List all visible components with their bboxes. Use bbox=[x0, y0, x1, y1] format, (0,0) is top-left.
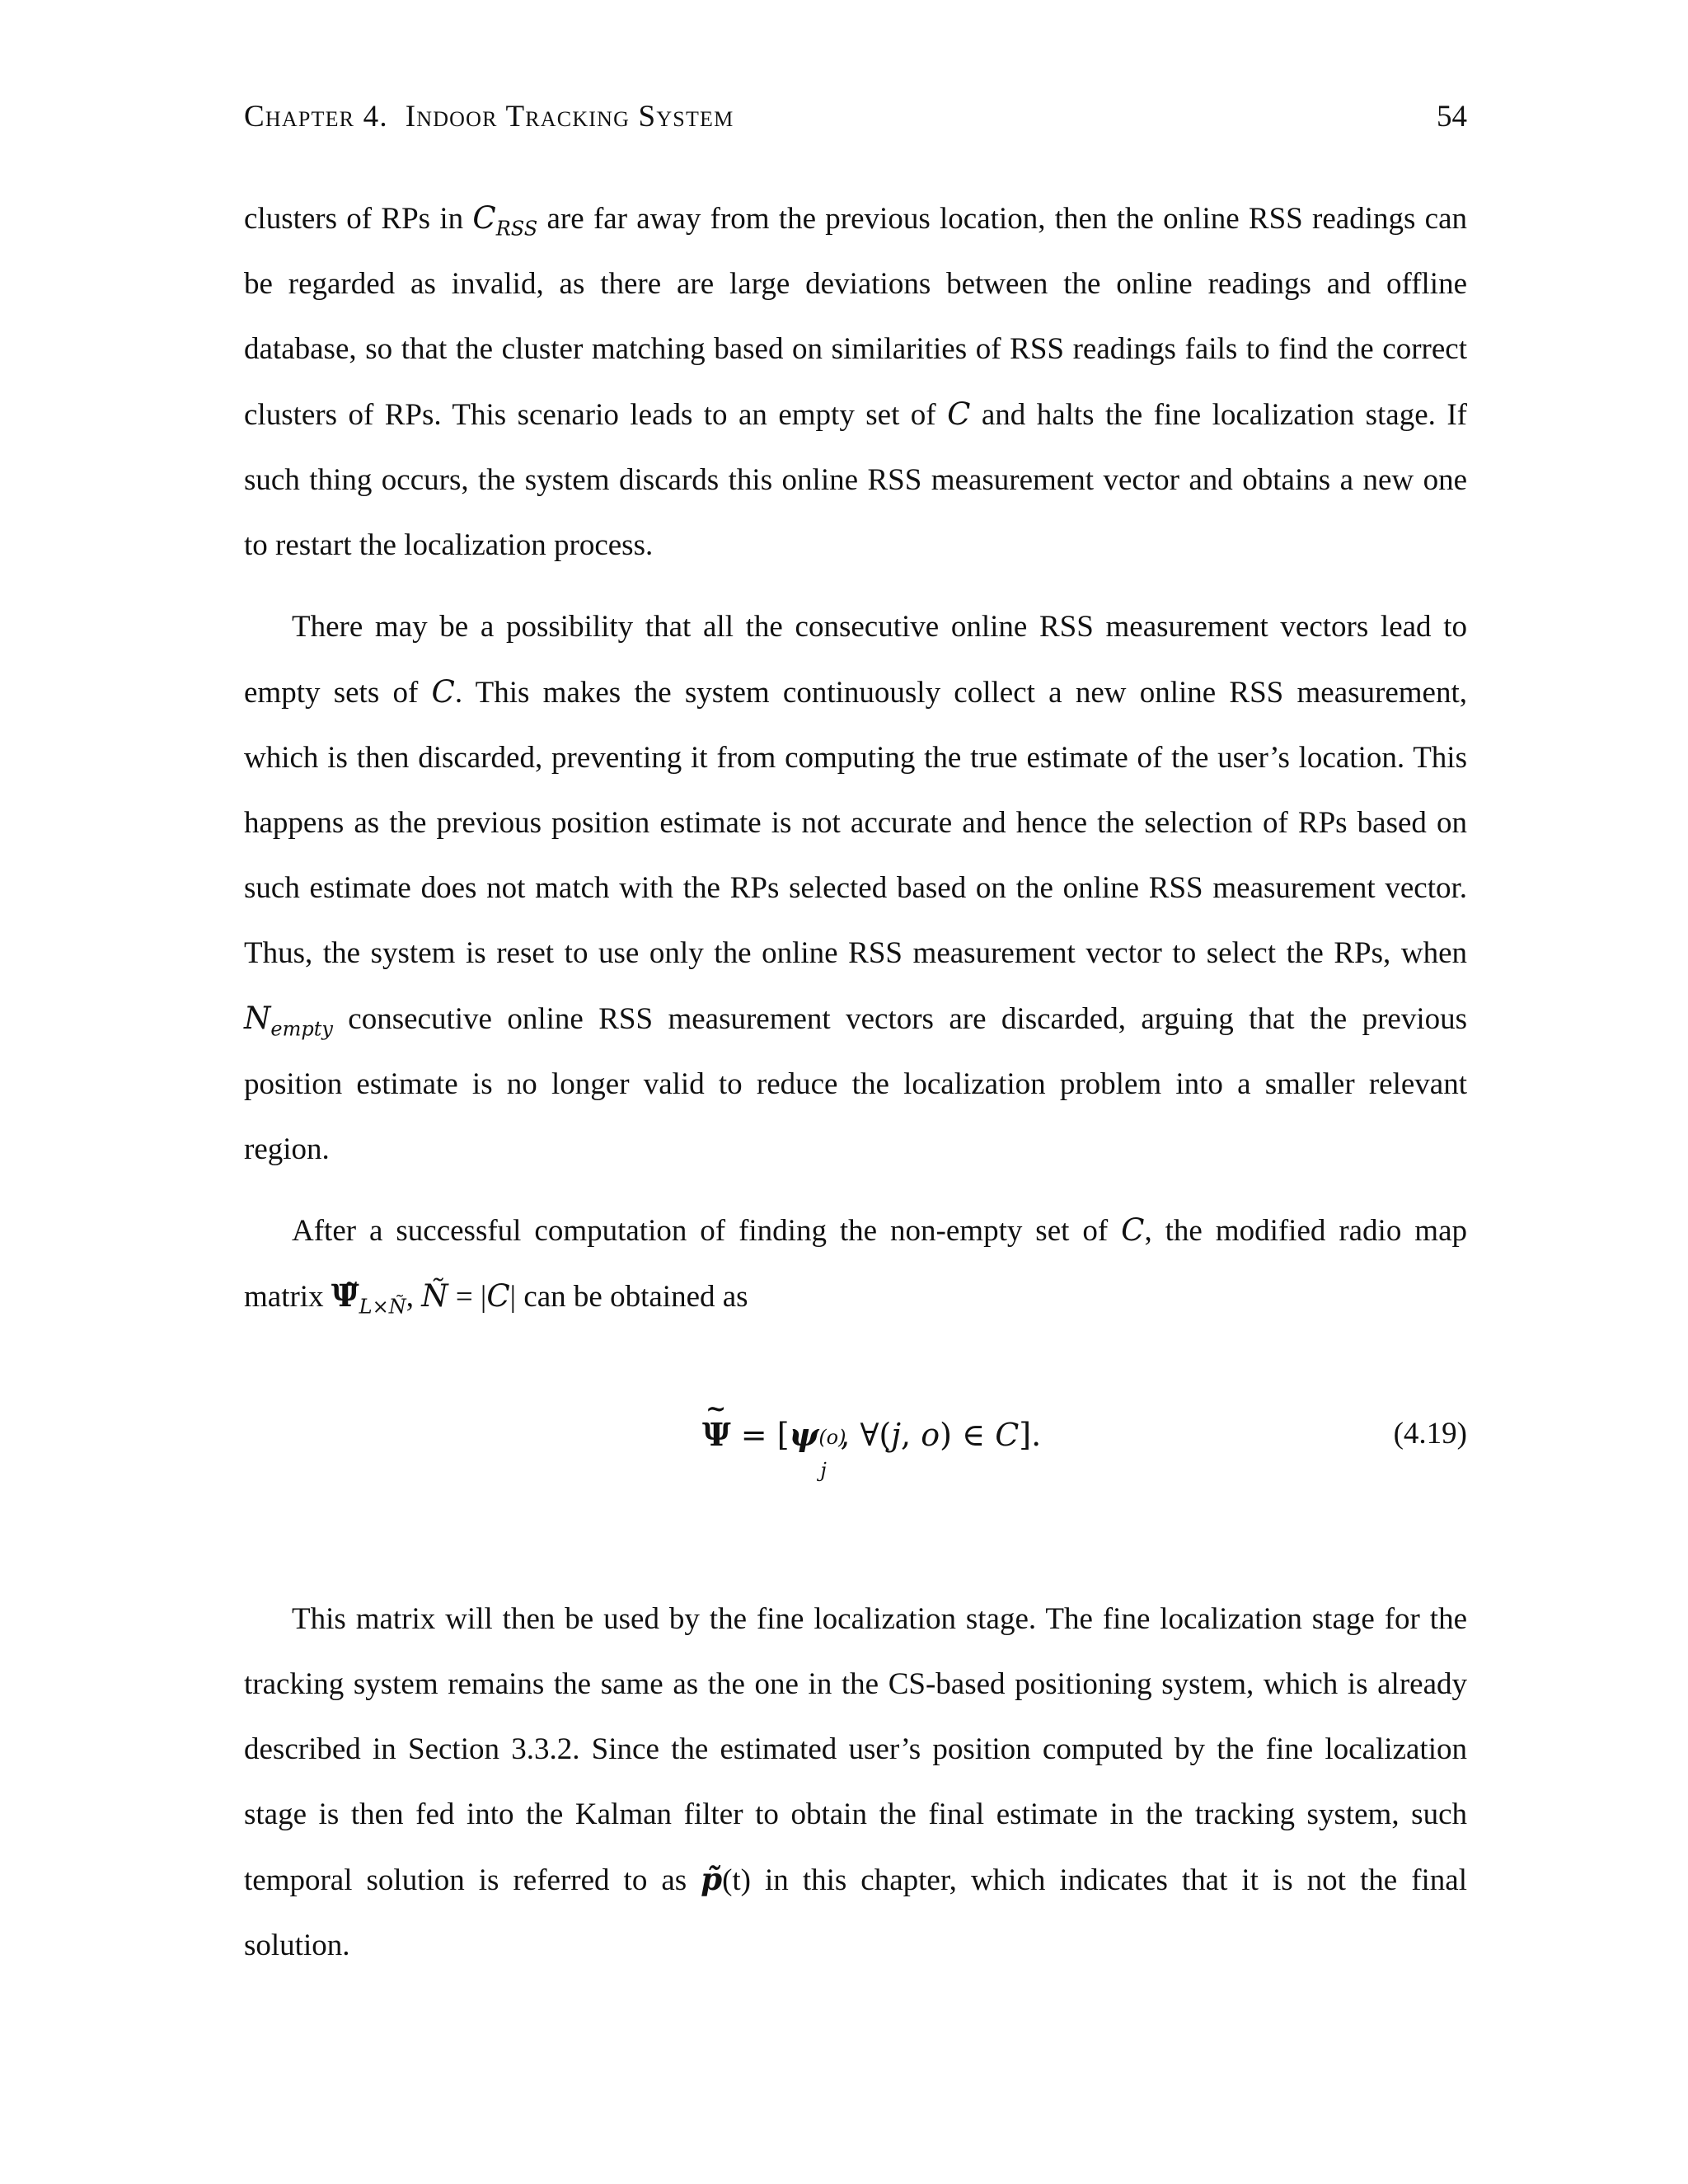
subscript-empty: empty bbox=[270, 1017, 333, 1041]
p2-text-c: consecutive online RSS measurement vectors are discarded, arguing that the previous position estimate is no longer valid to reduce the localization problem into a smaller relevant region. bbox=[244, 1002, 1467, 1166]
chapter-title: Indoor Tracking System bbox=[405, 100, 734, 134]
symbol-n-empty: N bbox=[244, 1001, 271, 1036]
forall-open: , ∀( bbox=[840, 1417, 892, 1453]
symbol-n-tilde: Ñ bbox=[421, 1278, 448, 1314]
p3-text-d: = | bbox=[448, 1280, 487, 1314]
var-j: j bbox=[891, 1417, 902, 1453]
psi-vector: ψ bbox=[789, 1416, 819, 1453]
symbol-c: C bbox=[1121, 1212, 1145, 1248]
document-page bbox=[244, 0, 1467, 2184]
paragraph-3 bbox=[244, 1197, 1467, 1329]
equals-bracket: = [ bbox=[730, 1417, 790, 1453]
p2-text-a: There may be a possibility that all the consecutive online RSS measurement vectors lead to empty sets of bbox=[244, 610, 1467, 710]
p3-text-b: , the modified radio map matrix bbox=[244, 1214, 1467, 1314]
p1-text-a: clusters of RPs in bbox=[244, 202, 473, 236]
p1-text-c: and halts the fine localization stage. If such thing occurs, the system discards this online RSS measurement vector and obtains a new one to restart the localization process. bbox=[244, 398, 1467, 562]
close-bracket: ]. bbox=[1019, 1417, 1042, 1453]
paragraph-1 bbox=[244, 185, 1467, 578]
p3-text-e: | can be obtained as bbox=[509, 1280, 748, 1314]
running-header bbox=[244, 99, 1467, 145]
symbol-p-tilde: p̃ bbox=[701, 1861, 723, 1897]
paragraph-2 bbox=[244, 594, 1467, 1182]
symbol-c: C bbox=[947, 396, 971, 432]
subscript-rss: RSS bbox=[495, 217, 538, 241]
element-of: ) ∈ bbox=[940, 1417, 996, 1453]
symbol-c-rss: C bbox=[472, 200, 496, 236]
tilde-accent: ~ bbox=[706, 1394, 727, 1423]
p3-text-a: After a successful computation of finding the non-empty set of bbox=[292, 1214, 1122, 1248]
comma-sep: , bbox=[901, 1417, 921, 1453]
symbol-psi-tilde: Ψ̃ bbox=[331, 1277, 359, 1314]
p2-text-b: . This makes the system continuously collect a new online RSS measurement, which is then discarded, preventing it from computing the true estimate of the user’s location. This happens as the previous position estimate is not accurate and hence the selection of RPs based on such estimate does not match with the RPs selected based on the online RSS measurement vector. Thus, the system is reset to use only the online RSS measurement vector to select the RPs, when bbox=[244, 676, 1467, 970]
equation-number: (4.19) bbox=[1393, 1417, 1467, 1451]
set-c: C bbox=[995, 1417, 1020, 1453]
superscript-o: (o) bbox=[818, 1426, 846, 1449]
paragraph-4 bbox=[244, 1586, 1467, 1978]
p1-text-b: are far away from the previous location, then the online RSS readings can be regarded as invalid, as there are large deviations between the online readings and offline database, so that the cluster matching based on similarities of RSS readings fails to find the correct clusters of RPs. This scenario leads to an empty set of bbox=[244, 202, 1468, 432]
page-number: 54 bbox=[1437, 100, 1467, 134]
var-o: o bbox=[921, 1417, 940, 1453]
symbol-c: C bbox=[486, 1278, 510, 1314]
psi-tilde-matrix bbox=[702, 1394, 731, 1453]
p4-tail: in this chapter, which indicates that it is not the final solution. bbox=[244, 1863, 1468, 1962]
p3-text-c: , bbox=[406, 1280, 422, 1314]
subscript-dims: L×Ñ bbox=[359, 1295, 406, 1319]
equation-4-19 bbox=[244, 1394, 1467, 1482]
chapter-label: Chapter 4. bbox=[244, 100, 388, 134]
p4-text: This matrix will then be used by the fine localization stage. The fine localization stage for the tracking system remains the same as the one in the CS-based positioning system, which is already described in Section 3.3.2. Since the estimated user’s position computed by the fine localization stage is then fed into the Kalman filter to obtain the final estimate in the tracking system, such temporal solution is referred to as bbox=[244, 1602, 1467, 1897]
equation-body bbox=[702, 1394, 1042, 1482]
psi-symbol: Ψ bbox=[702, 1416, 731, 1453]
symbol-c: C bbox=[431, 674, 455, 710]
chapter-heading bbox=[244, 99, 734, 134]
p4-arg: (t) bbox=[722, 1863, 751, 1897]
subscript-j: j bbox=[820, 1459, 827, 1482]
